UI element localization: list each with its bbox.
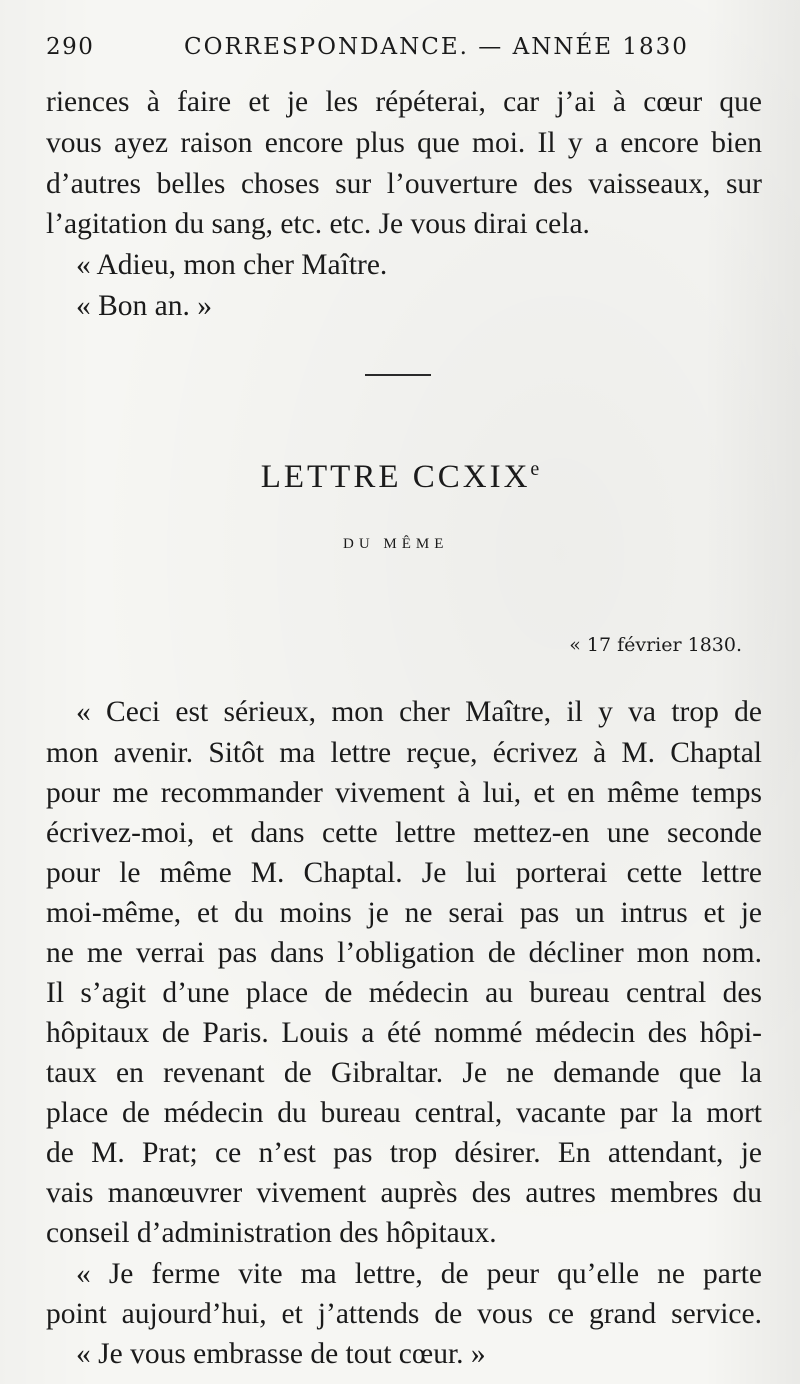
text-line: riences à faire et je les répéterai, car j’ai à cœur que [46, 86, 762, 118]
valediction-line: « Adieu, mon cher Maître. [76, 249, 388, 281]
text-line: taux en revenant de Gibraltar. Je ne demande que la [46, 1057, 762, 1089]
text-line: vous ayez raison encore plus que moi. Il y a encore bien [46, 127, 762, 159]
text-line: point aujourd’hui, et j’attends de vous ce grand service. [46, 1298, 762, 1330]
text-line: pour me recommander vivement à lui, et en même temps [46, 777, 762, 809]
letter-date: « 17 février 1830. [569, 634, 742, 656]
letter-subtitle: DU MÊME [343, 536, 449, 552]
text-line: moi-même, et du moins je ne serai pas un intrus et je [46, 897, 762, 929]
text-line: Il s’agit d’une place de médecin au bureau central des [46, 977, 762, 1009]
text-line: de M. Prat; ce n’est pas trop désirer. En attendant, je [46, 1137, 762, 1169]
text-line: l’agitation du sang, etc. etc. Je vous dirai cela. [46, 208, 590, 240]
valediction-line: « Bon an. » [76, 290, 213, 322]
page-number: 290 [46, 34, 95, 60]
letter-title [0, 458, 800, 496]
text-line: place de médecin du bureau central, vacante par la mort [46, 1097, 762, 1129]
text-line: mon avenir. Sitôt ma lettre reçue, écrivez à M. Chaptal [46, 737, 762, 769]
text-line: vais manœuvrer vivement auprès des autres membres du [46, 1177, 762, 1209]
letter-title-text: LETTRE CCXIX [260, 459, 531, 495]
text-line: « Ceci est sérieux, mon cher Maître, il y va trop de [76, 696, 762, 728]
text-line: « Je ferme vite ma lettre, de peur qu’elle ne parte [76, 1258, 762, 1290]
text-line: écrivez-moi, et dans cette lettre mettez-en une seconde [46, 817, 762, 849]
letter-title-mark: e [530, 458, 540, 480]
text-line: ne me verrai pas dans l’obligation de décliner mon nom. [46, 937, 762, 969]
running-title: CORRESPONDANCE. — ANNÉE 1830 [184, 34, 689, 60]
closing-line: « Je vous embrasse de tout cœur. » [76, 1338, 486, 1370]
running-head [46, 34, 762, 70]
text-line: hôpitaux de Paris. Louis a été nommé médecin des hôpi- [46, 1017, 762, 1049]
text-line: d’autres belles choses sur l’ouverture des vaisseaux, sur [46, 168, 762, 200]
text-line: pour le même M. Chaptal. Je lui porterai cette lettre [46, 857, 762, 889]
section-divider [365, 374, 431, 376]
text-line: conseil d’administration des hôpitaux. [46, 1217, 497, 1249]
